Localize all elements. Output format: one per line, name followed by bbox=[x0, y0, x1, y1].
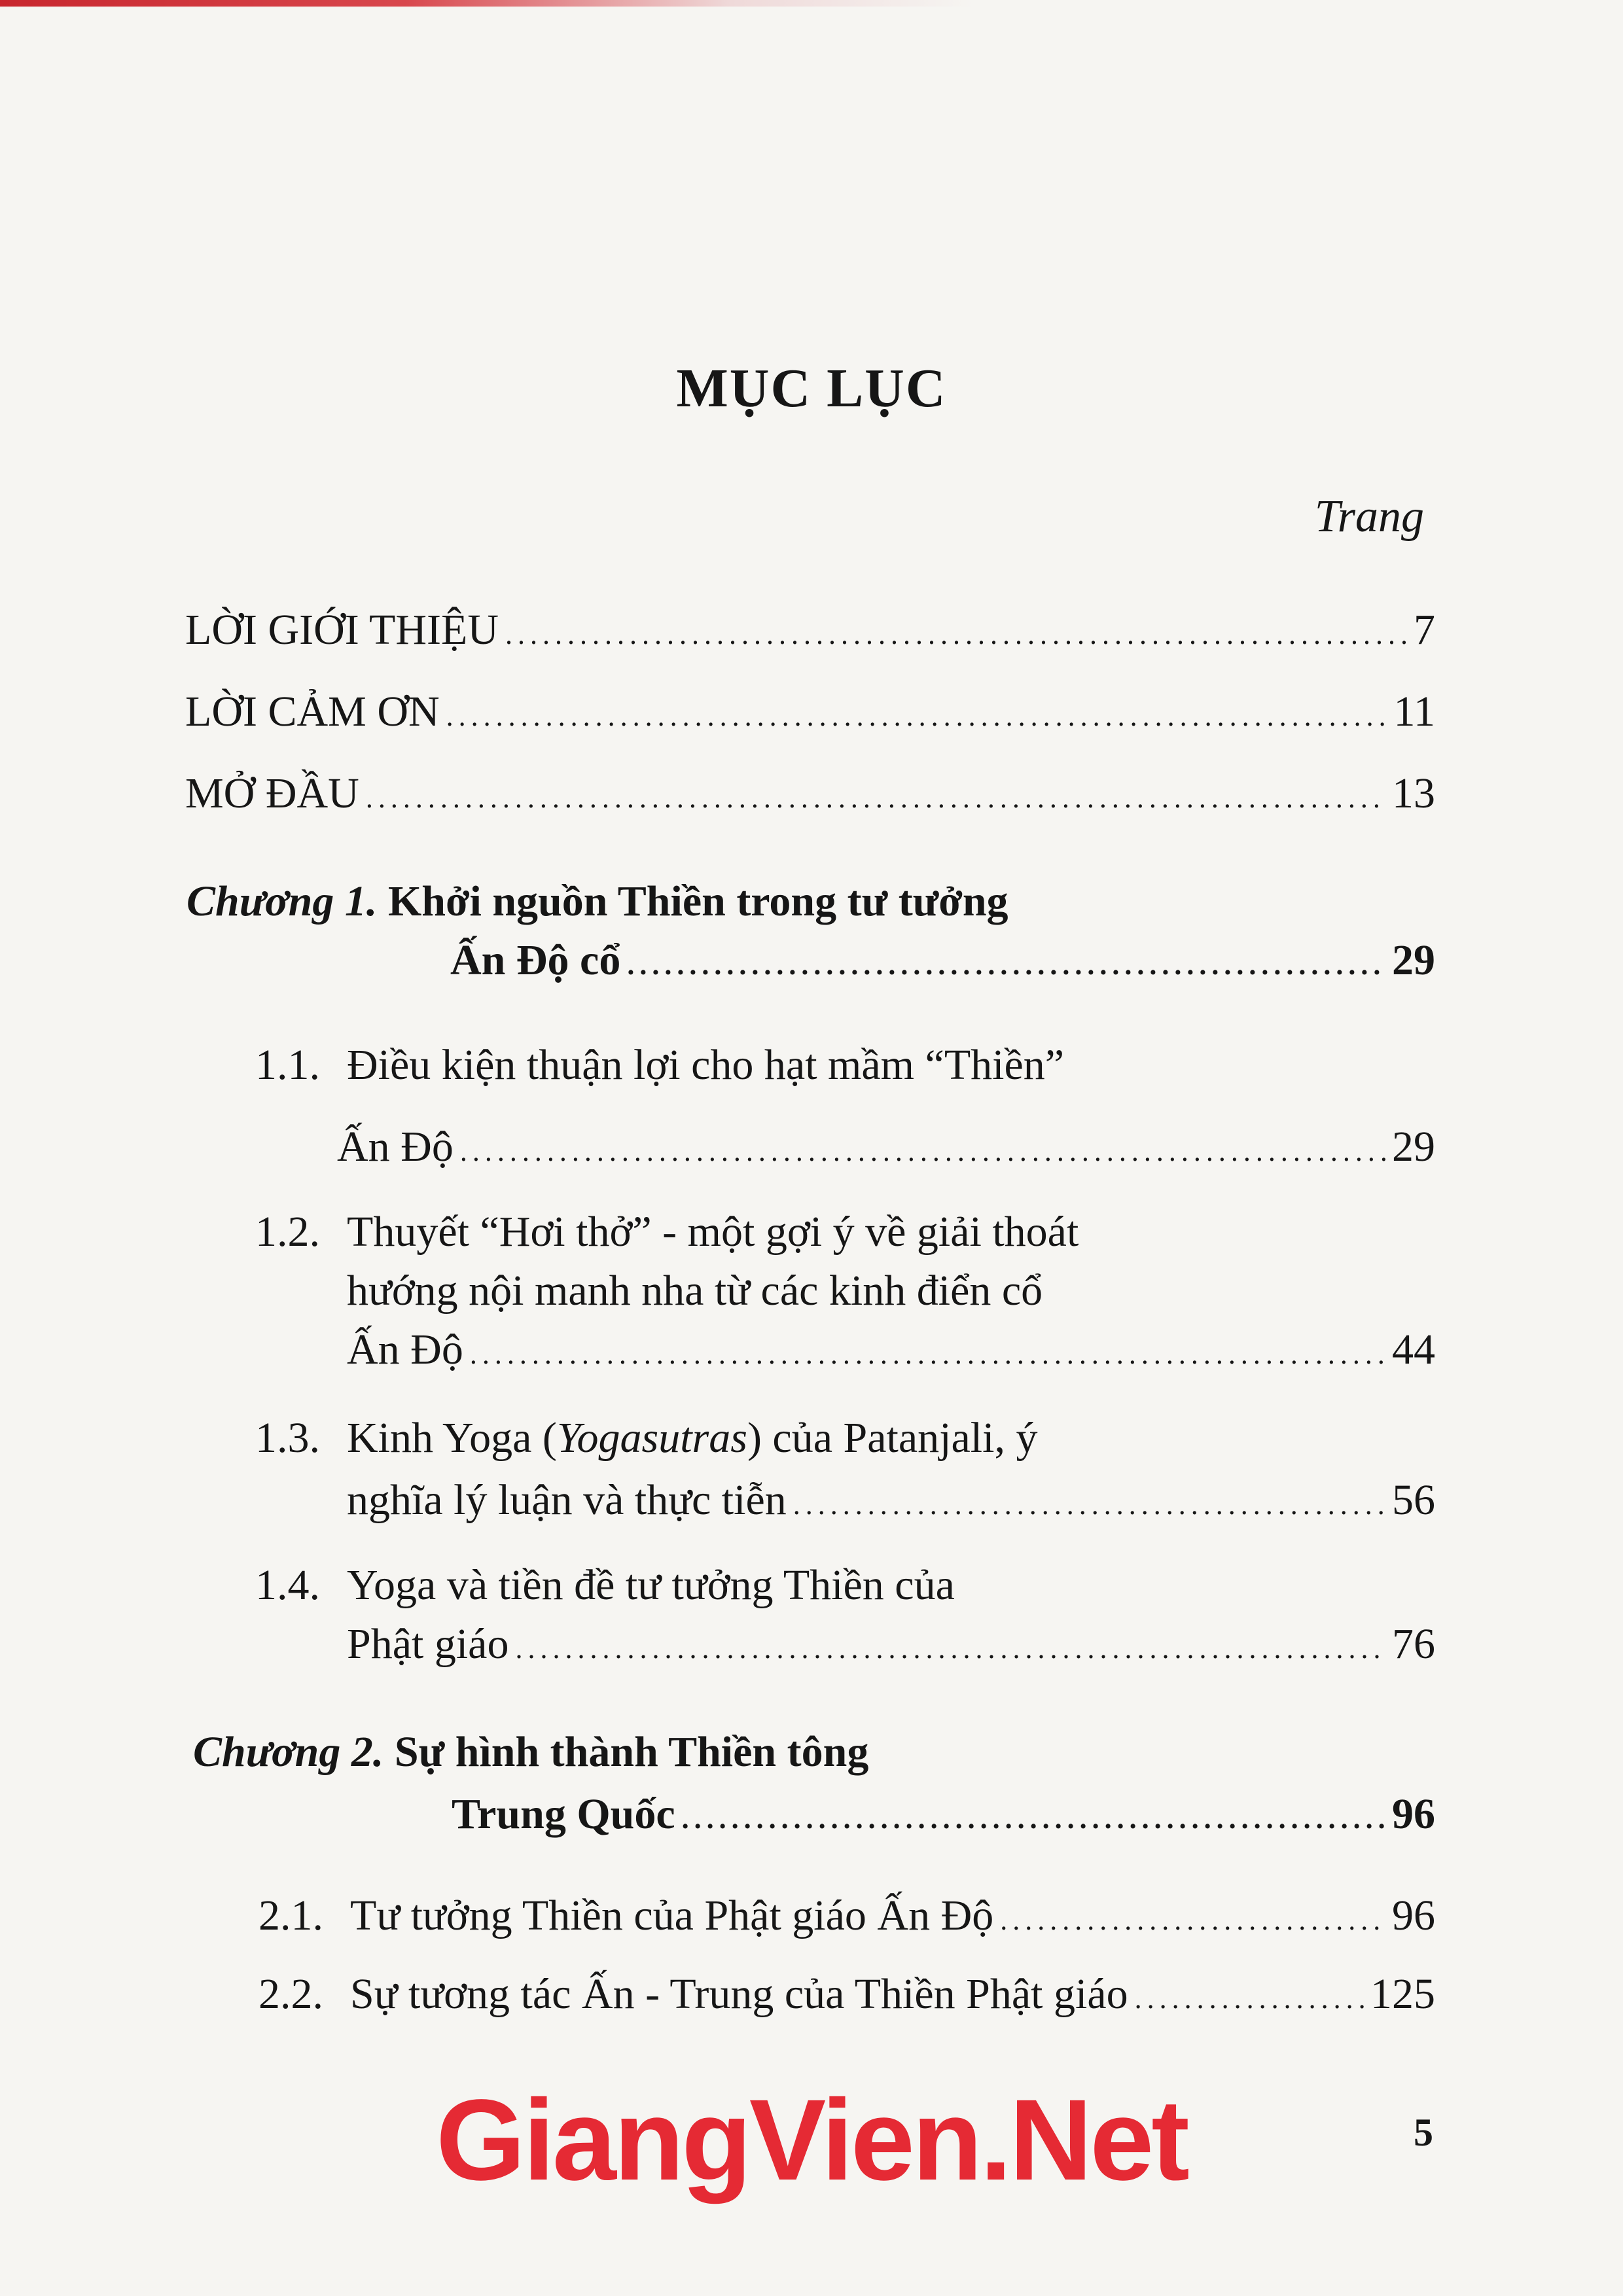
section-number: 2.2. bbox=[259, 1970, 323, 2018]
page-title: MỤC LỤC bbox=[676, 358, 947, 419]
section-line1 bbox=[255, 1561, 955, 1610]
section-number: 1.2. bbox=[255, 1208, 320, 1256]
section-title-cont: Phật giáo bbox=[347, 1620, 509, 1668]
toc-section-2-2[interactable] bbox=[259, 1969, 1435, 2019]
dot-leader bbox=[793, 1491, 1385, 1519]
toc-entry-page: 76 bbox=[1392, 1620, 1435, 1668]
toc-entry-page: 29 bbox=[1392, 936, 1435, 984]
section-title: Sự tương tác Ấn - Trung của Thiền Phật giáo bbox=[350, 1970, 1128, 2018]
toc-entry-text: MỞ ĐẦU bbox=[185, 769, 359, 817]
section-title: Yoga và tiền đề tư tưởng Thiền của bbox=[347, 1561, 955, 1609]
toc-entry-opening[interactable] bbox=[185, 769, 1435, 819]
chapter-title-line2: Ấn Độ cổ bbox=[450, 936, 621, 984]
dot-leader bbox=[682, 1805, 1385, 1833]
toc-entry-text: LỜI CẢM ƠN bbox=[185, 688, 440, 735]
chapter-heading bbox=[187, 877, 1008, 927]
section-title: Thuyết “Hơi thở” - một gợi ý về giải thoát bbox=[347, 1208, 1079, 1256]
chapter-label: Chương 1. bbox=[187, 877, 378, 925]
dot-leader bbox=[627, 951, 1385, 980]
chapter-title-line2-row bbox=[452, 1790, 1435, 1839]
toc-entry-page: 125 bbox=[1370, 1970, 1435, 2018]
dot-leader bbox=[1135, 1985, 1364, 2013]
section-line2-row bbox=[347, 1619, 1435, 1669]
toc-entry-text: LỜI GIỚI THIỆU bbox=[185, 606, 499, 654]
section-title-cont: hướng nội manh nha từ các kinh điển cổ bbox=[347, 1267, 1043, 1315]
section-line1 bbox=[255, 1413, 1037, 1463]
section-title-cont: Ấn Độ bbox=[347, 1326, 463, 1373]
toc-entry-page: 13 bbox=[1392, 769, 1435, 817]
section-line2-row bbox=[337, 1122, 1435, 1172]
chapter-heading bbox=[193, 1727, 868, 1777]
section-title-cont: nghĩa lý luận và thực tiễn bbox=[347, 1476, 787, 1524]
section-title: Điều kiện thuận lợi cho hạt mầm “Thiền” bbox=[347, 1041, 1065, 1089]
section-number: 2.1. bbox=[259, 1892, 323, 1939]
site-watermark: GiangVien.Net bbox=[436, 2076, 1187, 2204]
dot-leader bbox=[460, 1137, 1385, 1166]
section-title: Tư tưởng Thiền của Phật giáo Ấn Độ bbox=[350, 1892, 994, 1939]
chapter-title-line2-row bbox=[450, 936, 1435, 985]
dot-leader bbox=[470, 1340, 1385, 1369]
section-title-part: Kinh Yoga ( bbox=[347, 1414, 557, 1462]
section-number: 1.3. bbox=[255, 1414, 320, 1462]
chapter-title-line1: Khởi nguồn Thiền trong tư tưởng bbox=[387, 877, 1008, 925]
toc-entry-thanks[interactable] bbox=[185, 687, 1435, 737]
chapter-label: Chương 2. bbox=[193, 1728, 384, 1776]
section-line1 bbox=[255, 1040, 1064, 1090]
dot-leader bbox=[366, 784, 1385, 813]
section-line2-row bbox=[347, 1475, 1435, 1525]
section-line3-row bbox=[347, 1325, 1435, 1375]
toc-entry-page: 44 bbox=[1392, 1326, 1435, 1373]
toc-entry-intro[interactable] bbox=[185, 605, 1435, 655]
section-number: 1.4. bbox=[255, 1561, 320, 1609]
section-title-cont: Ấn Độ bbox=[337, 1123, 454, 1171]
toc-entry-page: 96 bbox=[1392, 1790, 1435, 1838]
chapter-title-line1: Sự hình thành Thiền tông bbox=[394, 1728, 869, 1776]
dot-leader bbox=[515, 1634, 1385, 1663]
dot-leader bbox=[446, 702, 1387, 731]
dot-leader bbox=[1000, 1906, 1385, 1935]
toc-entry-page: 56 bbox=[1392, 1476, 1435, 1524]
section-line1 bbox=[255, 1207, 1079, 1257]
toc-entry-page: 7 bbox=[1414, 606, 1435, 654]
section-title-italic: Yogasutras bbox=[556, 1414, 747, 1462]
toc-entry-page: 29 bbox=[1392, 1123, 1435, 1171]
dot-leader bbox=[505, 620, 1407, 649]
section-title-part: ) của Patanjali, ý bbox=[747, 1414, 1038, 1462]
toc-section-2-1[interactable] bbox=[259, 1891, 1435, 1941]
section-number: 1.1. bbox=[255, 1041, 320, 1089]
page-column-label: Trang bbox=[1314, 491, 1424, 542]
toc-entry-page: 96 bbox=[1392, 1892, 1435, 1939]
toc-entry-page: 11 bbox=[1393, 688, 1435, 735]
chapter-title-line2: Trung Quốc bbox=[452, 1790, 675, 1838]
page-number: 5 bbox=[1414, 2111, 1433, 2154]
